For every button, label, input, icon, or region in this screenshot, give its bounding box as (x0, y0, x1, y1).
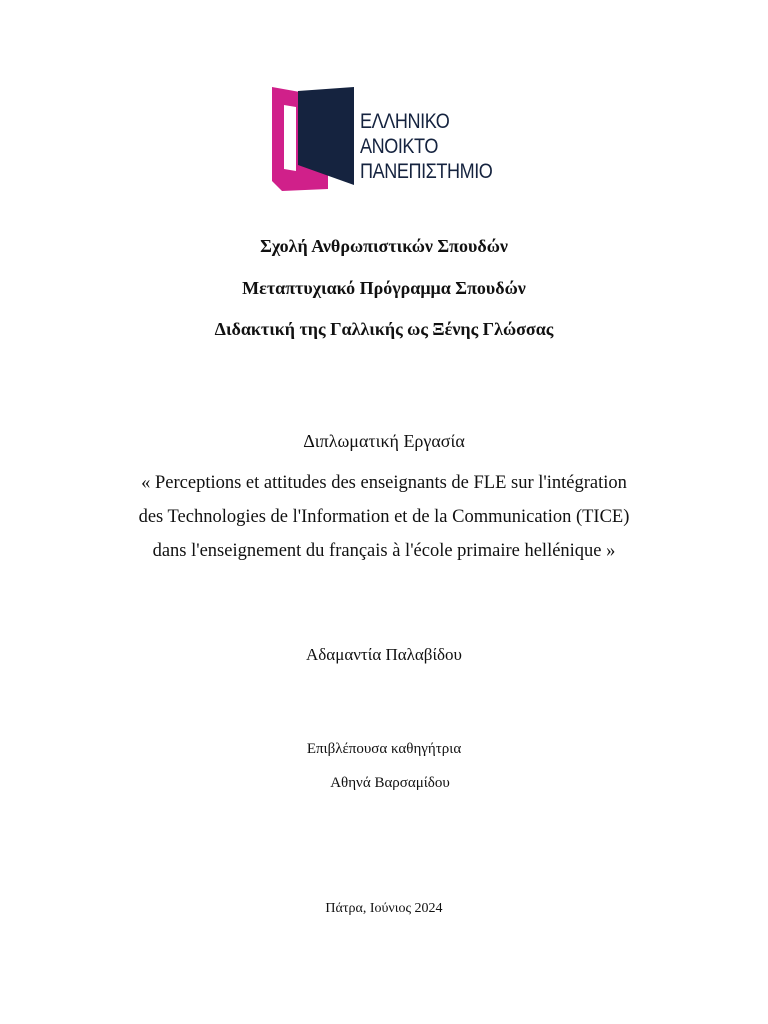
school-name: Σχολή Ανθρωπιστικών Σπουδών (260, 236, 508, 256)
thesis-title: « Perceptions et attitudes des enseignants de FLE sur l'intégration des Technologies de l'Information et de la Communication (TICE) dans l'enseignement du français à l'école primaire hellénique » (138, 473, 630, 561)
place-date: Πάτρα, Ιούνιος 2024 (325, 901, 443, 916)
program-name: Μεταπτυχιακό Πρόγραμμα Σπουδών (242, 278, 526, 298)
logo-line-3: ΠΑΝΕΠΙΣΤΗΜΙΟ (360, 160, 493, 183)
university-logo-mark-icon (270, 85, 360, 195)
specialization-name: Διδακτική της Γαλλικής ως Ξένης Γλώσσας (214, 319, 554, 339)
author-name: Αδαμαντία Παλαβίδου (306, 645, 462, 664)
thesis-type: Διπλωματική Εργασία (303, 431, 465, 451)
logo-line-1: ΕΛΛΗΝΙΚΟ (360, 110, 450, 133)
supervisor-name: Αθηνά Βαρσαμίδου (330, 775, 450, 791)
logo-wordmark (360, 109, 492, 184)
supervisor-label: Επιβλέπουσα καθηγήτρια (306, 741, 462, 757)
university-logo (270, 85, 510, 195)
logo-line-2: ΑΝΟΙΚΤΟ (360, 135, 438, 158)
